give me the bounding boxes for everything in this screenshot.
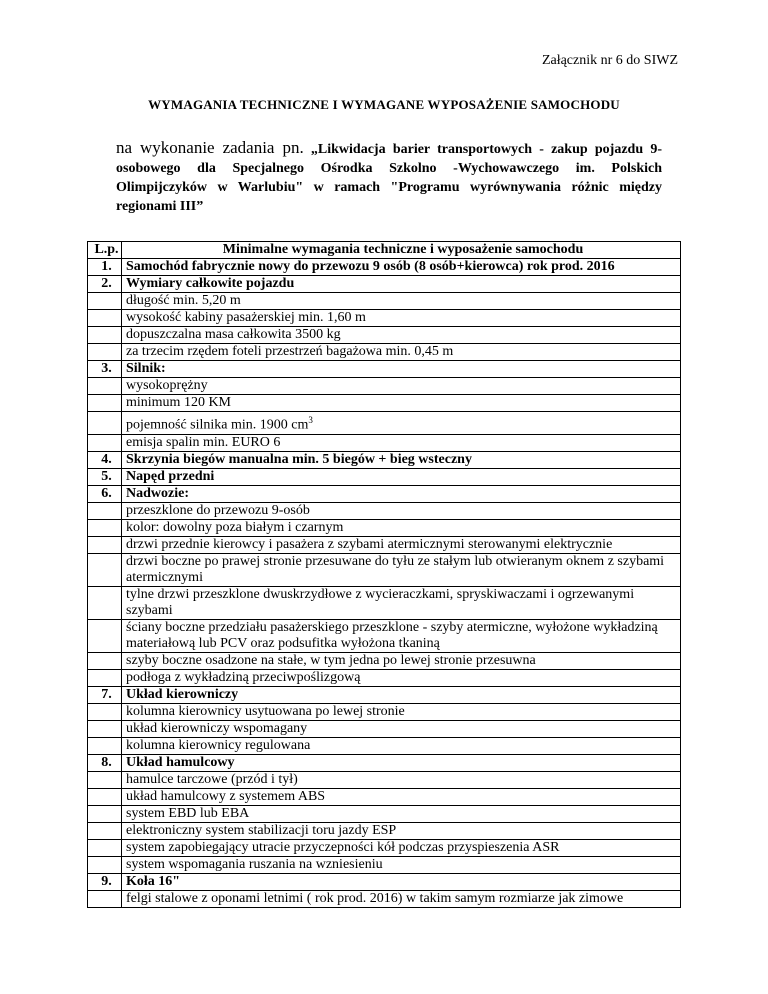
- row-requirement: [122, 327, 681, 344]
- table-body: [88, 259, 681, 908]
- row-requirement: [122, 468, 681, 485]
- table-row: [88, 485, 681, 502]
- task-name: „Likwidacja barier transportowych - zakup pojazdu 9-osobowego dla Specjalnego Ośrodka Szkolno -Wychowawczego im. Polskich Olimpijczyków w Warlubiu" w ramach "Programu wyrównywania różnic między regionami III”: [116, 142, 662, 214]
- document-title: WYMAGANIA TECHNICZNE I WYMAGANE WYPOSAŻENIE SAMOCHODU: [148, 97, 620, 112]
- table-row: [88, 395, 681, 412]
- requirement-text: przeszklone do przewozu 9-osób: [126, 502, 310, 518]
- row-number: [88, 652, 122, 669]
- table-row: [88, 619, 681, 652]
- row-number: [88, 344, 122, 361]
- table-row: [88, 293, 681, 310]
- table-row: [88, 890, 681, 907]
- row-number: 3.: [88, 361, 122, 378]
- requirement-text: Układ kierowniczy: [126, 686, 239, 702]
- row-number: [88, 536, 122, 553]
- row-number: 4.: [88, 451, 122, 468]
- row-number: [88, 519, 122, 536]
- requirement-text: wysokość kabiny pasażerskiej min. 1,60 m: [126, 310, 366, 325]
- requirement-text: pojemność silnika min. 1900 cm: [126, 417, 309, 433]
- row-number: [88, 395, 122, 412]
- requirement-text: Silnik:: [126, 361, 166, 376]
- requirement-text: felgi stalowe z oponami letnimi ( rok prod. 2016) w takim samym rozmiarze jak zimowe: [126, 890, 624, 906]
- row-requirement: [122, 856, 681, 873]
- row-requirement: [122, 737, 681, 754]
- table-row: [88, 378, 681, 395]
- table-row: [88, 276, 681, 293]
- row-requirement: [122, 771, 681, 788]
- row-requirement: [122, 720, 681, 737]
- row-number: [88, 822, 122, 839]
- requirements-table: [87, 241, 681, 908]
- requirement-text: Samochód fabrycznie nowy do przewozu 9 osób (8 osób+kierowca) rok prod. 2016: [126, 259, 615, 274]
- requirement-text: podłoga z wykładziną przeciwpoślizgową: [126, 669, 361, 685]
- row-requirement: [122, 451, 681, 468]
- row-number: [88, 669, 122, 686]
- row-requirement: [122, 344, 681, 361]
- row-requirement: [122, 434, 681, 451]
- row-number: [88, 856, 122, 873]
- row-number: 6.: [88, 485, 122, 502]
- requirement-text: Skrzynia biegów manualna min. 5 biegów + bieg wsteczny: [126, 451, 472, 467]
- table-row: [88, 536, 681, 553]
- row-requirement: [122, 259, 681, 276]
- table-row: [88, 720, 681, 737]
- table-row: [88, 669, 681, 686]
- requirement-text: za trzecim rzędem foteli przestrzeń bagażowa min. 0,45 m: [126, 344, 454, 359]
- intro-paragraph: [116, 138, 662, 216]
- requirement-text: dopuszczalna masa całkowita 3500 kg: [126, 327, 341, 342]
- table-row: [88, 652, 681, 669]
- table-row: [88, 873, 681, 890]
- row-requirement: [122, 839, 681, 856]
- row-requirement: [122, 686, 681, 703]
- requirement-text: system zapobiegający utracie przyczepności kół podczas przyspieszenia ASR: [126, 839, 560, 855]
- table-row: [88, 771, 681, 788]
- table-row: [88, 737, 681, 754]
- table-row: [88, 344, 681, 361]
- requirement-text: drzwi boczne po prawej stronie przesuwane do tyłu ze stałym lub otwieranym oknem z szybami atermicznymi: [126, 553, 665, 585]
- header-requirements: Minimalne wymagania techniczne i wyposażenie samochodu: [122, 242, 681, 259]
- requirement-text: hamulce tarczowe (przód i tył): [126, 771, 298, 787]
- row-requirement: [122, 553, 681, 586]
- annex-label: Załącznik nr 6 do SIWZ: [541, 53, 678, 68]
- row-requirement: [122, 502, 681, 519]
- row-number: [88, 586, 122, 619]
- requirement-text: ściany boczne przedziału pasażerskiego przeszklone - szyby atermiczne, wyłożone wykładziną materiałową lub PCV oraz podsufitka wyłożona tkaniną: [126, 619, 658, 651]
- table-row: [88, 519, 681, 536]
- requirement-text: długość min. 5,20 m: [126, 293, 241, 308]
- row-number: [88, 293, 122, 310]
- requirement-text: kolumna kierownicy regulowana: [126, 737, 311, 753]
- table-row: [88, 586, 681, 619]
- row-number: [88, 737, 122, 754]
- table-row: [88, 361, 681, 378]
- row-number: [88, 434, 122, 451]
- requirement-text: Napęd przedni: [126, 468, 215, 484]
- table-row: [88, 703, 681, 720]
- requirement-text: kolor: dowolny poza białym i czarnym: [126, 519, 344, 535]
- intro-lead: na wykonanie zadania pn.: [116, 138, 304, 157]
- requirement-text: elektroniczny system stabilizacji toru jazdy ESP: [126, 822, 397, 838]
- row-requirement: [122, 754, 681, 771]
- requirement-text: Koła 16": [126, 873, 181, 889]
- table-row: [88, 310, 681, 327]
- row-requirement: [122, 873, 681, 890]
- row-requirement: [122, 619, 681, 652]
- row-number: 8.: [88, 754, 122, 771]
- row-requirement: [122, 395, 681, 412]
- superscript: 3: [308, 415, 313, 425]
- row-number: [88, 720, 122, 737]
- requirement-text: emisja spalin min. EURO 6: [126, 434, 281, 450]
- row-requirement: [122, 586, 681, 619]
- row-requirement: [122, 310, 681, 327]
- row-requirement: [122, 378, 681, 395]
- row-number: [88, 553, 122, 586]
- table-row: [88, 502, 681, 519]
- row-number: [88, 839, 122, 856]
- row-number: [88, 327, 122, 344]
- row-requirement: [122, 805, 681, 822]
- row-number: [88, 619, 122, 652]
- table-row: [88, 754, 681, 771]
- row-requirement: [122, 276, 681, 293]
- row-requirement: [122, 703, 681, 720]
- header-lp: L.p.: [88, 242, 122, 259]
- table-row: [88, 553, 681, 586]
- requirement-text: Układ hamulcowy: [126, 754, 235, 770]
- table-row: [88, 259, 681, 276]
- requirement-text: szyby boczne osadzone na stałe, w tym jedna po lewej stronie przesuwna: [126, 652, 536, 668]
- requirement-text: układ kierowniczy wspomagany: [126, 720, 308, 736]
- table-row: [88, 856, 681, 873]
- row-number: [88, 412, 122, 435]
- row-number: [88, 502, 122, 519]
- row-requirement: [122, 519, 681, 536]
- table-row: [88, 805, 681, 822]
- requirement-text: system wspomagania ruszania na wzniesieniu: [126, 856, 383, 872]
- row-number: 5.: [88, 468, 122, 485]
- row-requirement: [122, 822, 681, 839]
- table-row: [88, 686, 681, 703]
- table-row: [88, 451, 681, 468]
- row-requirement: [122, 652, 681, 669]
- row-number: 7.: [88, 686, 122, 703]
- row-number: [88, 788, 122, 805]
- row-number: [88, 378, 122, 395]
- requirement-text: Wymiary całkowite pojazdu: [126, 276, 295, 291]
- requirement-text: drzwi przednie kierowcy i pasażera z szybami atermicznymi sterowanymi elektrycznie: [126, 536, 613, 552]
- row-requirement: [122, 485, 681, 502]
- row-requirement: [122, 788, 681, 805]
- requirement-text: system EBD lub EBA: [126, 805, 250, 821]
- row-requirement: [122, 412, 681, 435]
- table-row: [88, 468, 681, 485]
- row-requirement: [122, 536, 681, 553]
- table-row: [88, 327, 681, 344]
- row-requirement: [122, 361, 681, 378]
- requirement-text: minimum 120 KM: [126, 395, 232, 410]
- table-row: [88, 788, 681, 805]
- table-row: [88, 434, 681, 451]
- requirement-text: kolumna kierownicy usytuowana po lewej stronie: [126, 703, 405, 719]
- table-row: [88, 839, 681, 856]
- requirement-text: Nadwozie:: [126, 485, 189, 501]
- row-number: [88, 771, 122, 788]
- row-requirement: [122, 890, 681, 907]
- table-row: [88, 822, 681, 839]
- row-number: [88, 703, 122, 720]
- requirement-text: tylne drzwi przeszklone dwuskrzydłowe z wycieraczkami, spryskiwaczami i ogrzewanymi szybami: [126, 586, 635, 618]
- row-number: [88, 805, 122, 822]
- requirement-text: wysokoprężny: [126, 378, 208, 393]
- requirement-text: układ hamulcowy z systemem ABS: [126, 788, 326, 804]
- row-number: 2.: [88, 276, 122, 293]
- table-row: [88, 412, 681, 435]
- row-number: [88, 890, 122, 907]
- table-header-row: [88, 242, 681, 259]
- row-number: 9.: [88, 873, 122, 890]
- row-number: [88, 310, 122, 327]
- row-requirement: [122, 669, 681, 686]
- row-number: 1.: [88, 259, 122, 276]
- row-requirement: [122, 293, 681, 310]
